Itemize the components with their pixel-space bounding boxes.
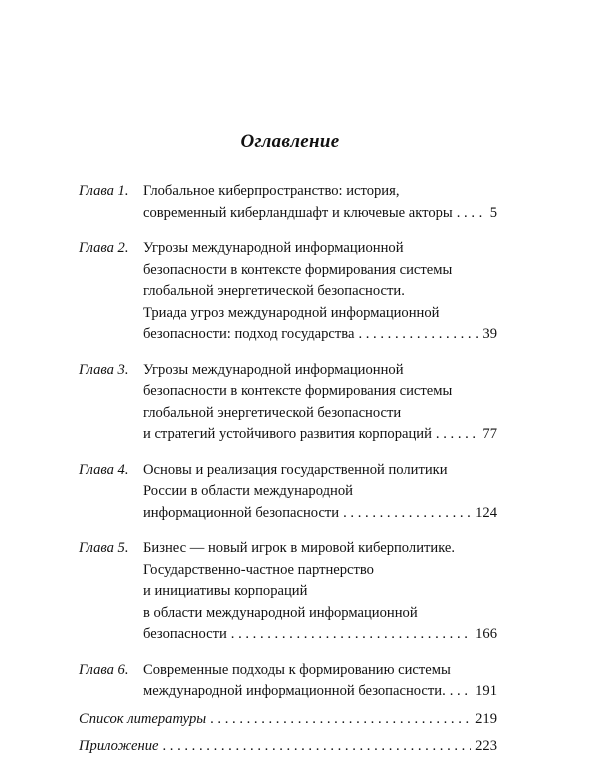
dot-leader [339,503,471,525]
entry-title: Список литературы [79,710,207,727]
chapter-label: Глава 4. [79,461,129,478]
table-of-contents [79,181,497,764]
toc-entry-chapter-2[interactable] [79,238,497,346]
chapter-label: Глава 3. [79,361,129,378]
page-number: 5 [489,204,497,221]
dot-leader [158,736,471,758]
page-title: Оглавление [240,131,340,152]
page-number: 77 [482,426,497,442]
entry-title-line: и инициативы корпораций [143,583,308,599]
page-number: 191 [475,683,497,699]
toc-entry-chapter-1[interactable] [79,181,497,224]
entry-title-line: Основы и реализация государственной политики [143,461,448,478]
entry-title-line: Угрозы международной информационной [143,240,404,256]
toc-entry-chapter-3[interactable] [79,360,497,446]
toc-entry-bibliography[interactable] [79,709,497,731]
page-number: 166 [475,626,497,642]
entry-title-line: России в области международной [143,483,353,499]
entry-title-line: безопасности [143,626,227,642]
dot-leader [354,324,478,346]
entry-title-line: Современные подходы к формированию системы [143,661,451,678]
chapter-label: Глава 2. [79,240,129,256]
toc-entry-chapter-5[interactable] [79,538,497,646]
entry-title-line: Государственно-частное партнерство [143,561,374,578]
entry-title-line: безопасности: подход государства [143,326,355,342]
dot-leader [432,424,478,446]
page-number: 124 [475,504,497,521]
entry-title-line: глобальной энергетической безопасности. [143,283,405,299]
chapter-label: Глава 5. [79,540,129,556]
entry-title-line: Глобальное киберпространство: история, [143,183,400,199]
dot-leader [453,203,486,225]
entry-title-line: глобальной энергетической безопасности [143,404,402,421]
entry-title-line: международной информационной безопасности. [143,683,446,699]
dot-leader [227,624,471,646]
entry-title-line: Бизнес — новый игрок в мировой киберполитике. [143,540,456,556]
chapter-label: Глава 6. [79,661,129,678]
page-number: 219 [475,710,497,727]
entry-title-line: в области международной информационной [143,604,418,621]
entry-title-line: Угрозы международной информационной [143,361,404,378]
entry-title-line: и стратегий устойчивого развития корпораций [143,426,432,442]
toc-entry-appendix[interactable] [79,736,497,758]
entry-title-line: безопасности в контексте формирования системы [143,383,453,399]
entry-title-line: Триада угроз международной информационной [143,304,440,321]
entry-title-line: безопасности в контексте формирования системы [143,261,453,278]
entry-title: Приложение [79,738,159,754]
page-number: 39 [482,326,497,342]
dot-leader [446,681,471,703]
page-number: 223 [475,738,497,754]
entry-title-line: современный киберландшафт и ключевые акторы [143,204,453,221]
toc-entry-chapter-4[interactable] [79,460,497,525]
toc-entry-chapter-6[interactable] [79,660,497,703]
entry-title-line: информационной безопасности [143,504,340,521]
chapter-label: Глава 1. [79,183,129,199]
dot-leader [206,709,471,731]
